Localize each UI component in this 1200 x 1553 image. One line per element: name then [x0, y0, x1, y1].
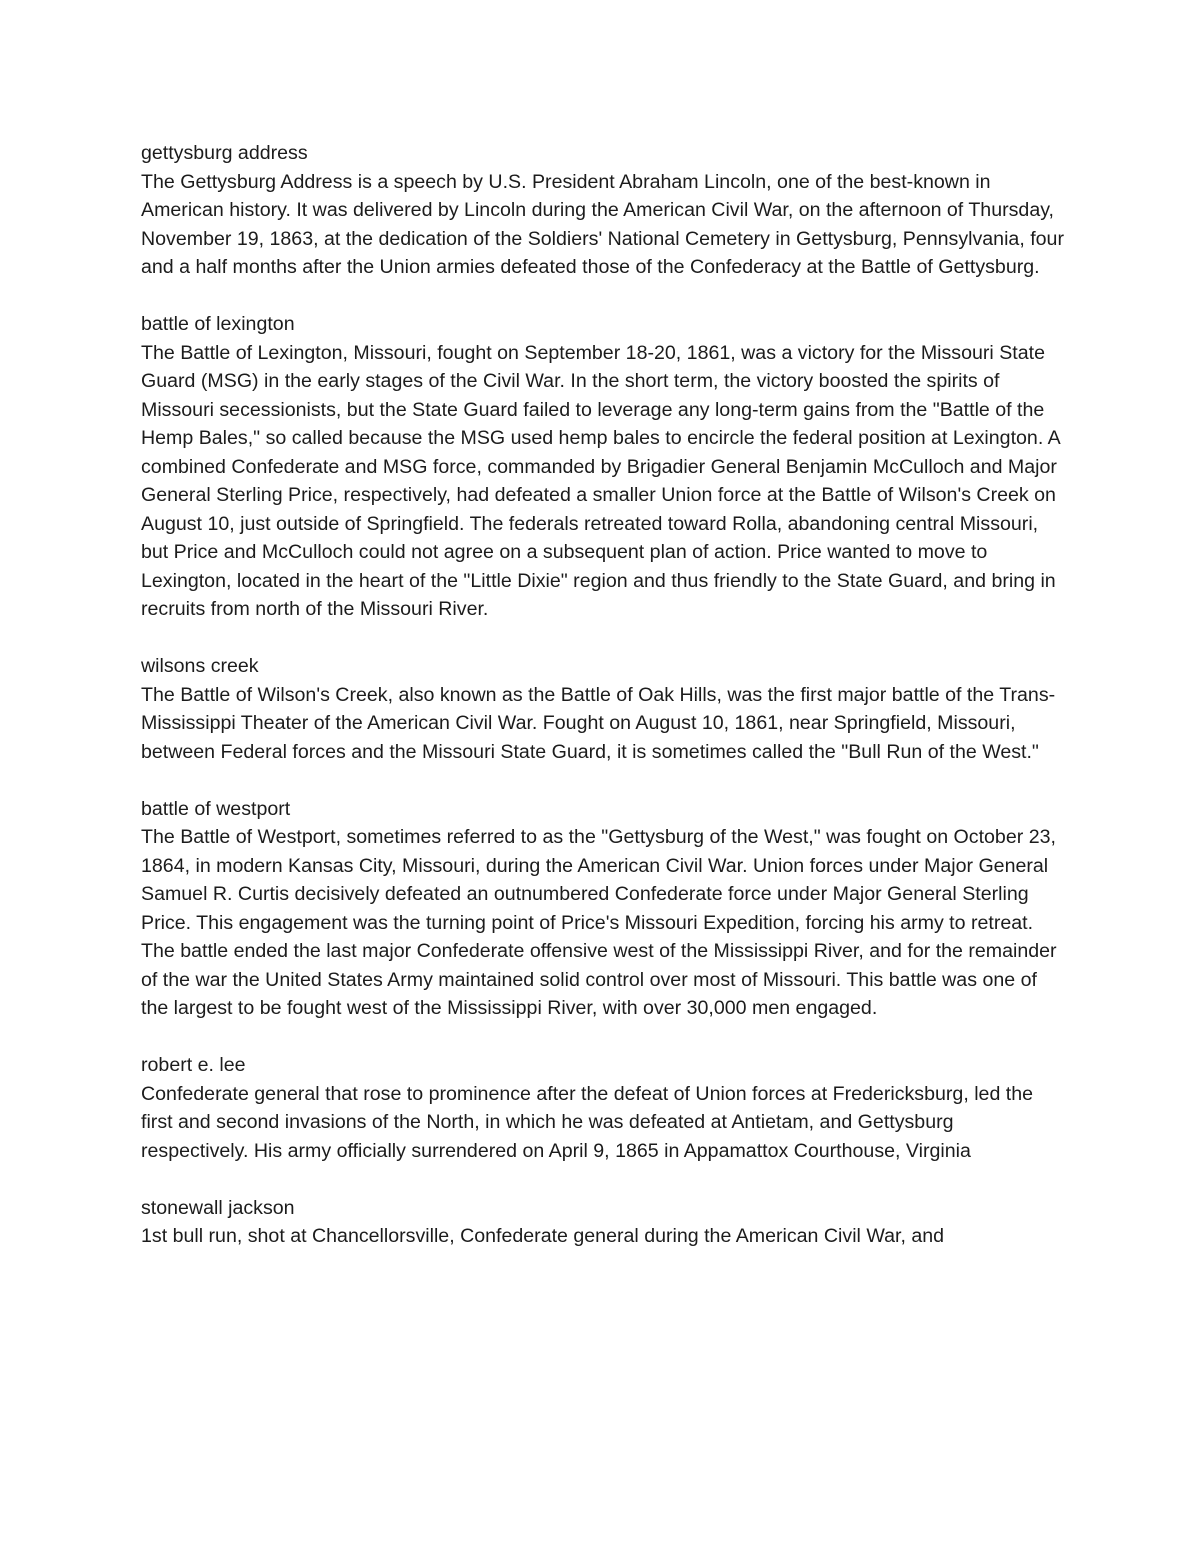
entry-stonewall-jackson: [141, 1194, 1066, 1251]
entry-definition: The Battle of Lexington, Missouri, fought on September 18-20, 1861, was a victory for the Missouri State Guard (MSG) in the early stages of the Civil War. In the short term, the victory boosted the spirits of Missouri secessionists, but the State Guard failed to leverage any long-term gains from the "Battle of the Hemp Bales," so called because the MSG used hemp bales to encircle the federal position at Lexington. A combined Confederate and MSG force, commanded by Brigadier General Benjamin McCulloch and Major General Sterling Price, respectively, had defeated a smaller Union force at the Battle of Wilson's Creek on August 10, just outside of Springfield. The federals retreated toward Rolla, abandoning central Missouri, but Price and McCulloch could not agree on a subsequent plan of action. Price wanted to move to Lexington, located in the heart of the "Little Dixie" region and thus friendly to the State Guard, and bring in recruits from north of the Missouri River.: [141, 341, 1060, 620]
entry-term: gettysburg address: [141, 142, 308, 164]
entry-wilsons-creek: [141, 652, 1066, 766]
entry-term: stonewall jackson: [141, 1196, 295, 1219]
entry-term: battle of lexington: [141, 313, 295, 335]
entry-definition: The Battle of Westport, sometimes referred to as the "Gettysburg of the West," was fought on October 23, 1864, in modern Kansas City, Missouri, during the American Civil War. Union forces under Major General Samuel R. Curtis decisively defeated an outnumbered Confederate force under Major General Sterling Price. This engagement was the turning point of Price's Missouri Expedition, forcing his army to retreat. The battle ended the last major Confederate offensive west of the Mississippi River, and for the remainder of the war the United States Army maintained solid control over most of Missouri. This battle was one of the largest to be fought west of the Mississippi River, with over 30,000 men engaged.: [141, 826, 1057, 1019]
document-body: [141, 139, 1066, 1279]
entry-term: wilsons creek: [141, 655, 259, 677]
entry-term: battle of westport: [141, 797, 291, 820]
entry-robert-e-lee: [141, 1051, 1066, 1165]
entry-definition: Confederate general that rose to prominence after the defeat of Union forces at Fredericksburg, led the first and second invasions of the North, in which he was defeated at Antietam, and Gettysburg respectively. His army officially surrendered on April 9, 1865 in Appamattox Courthouse, Virginia: [141, 1082, 1034, 1162]
entry-battle-of-lexington: [141, 310, 1066, 624]
entry-definition: The Gettysburg Address is a speech by U.S. President Abraham Lincoln, one of the best-known in American history. It was delivered by Lincoln during the American Civil War, on the afternoon of Thursday, November 19, 1863, at the dedication of the Soldiers' National Cemetery in Gettysburg, Pennsylvania, four and a half months after the Union armies defeated those of the Confederacy at the Battle of Gettysburg.: [141, 170, 1064, 278]
entry-gettysburg-address: [141, 139, 1066, 282]
entry-definition: 1st bull run, shot at Chancellorsville, Confederate general during the American Civil War, and: [141, 1225, 945, 1247]
entry-definition: The Battle of Wilson's Creek, also known as the Battle of Oak Hills, was the first major battle of the Trans-Mississippi Theater of the American Civil War. Fought on August 10, 1861, near Springfield, Missouri, between Federal forces and the Missouri State Guard, it is sometimes called the "Bull Run of the West.": [141, 683, 1056, 763]
entry-battle-of-westport: [141, 795, 1066, 1023]
entry-term: robert e. lee: [141, 1054, 246, 1076]
